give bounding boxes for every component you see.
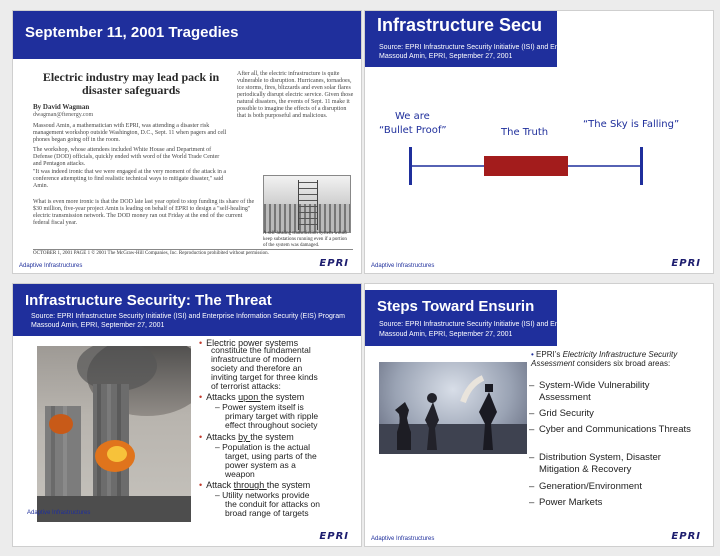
article-dateline: OCTOBER 1, 2001 PAGE 1 © 2001 The McGraw-Hill Companies, Inc. Reproduction prohibited without permission. — [33, 249, 353, 256]
bullet-dot-icon: • — [531, 350, 534, 359]
spectrum-diagram — [365, 11, 713, 273]
photo-caption: A self-healing transmission system would keep substations running even if a portion of the system was damaged. — [263, 231, 347, 248]
slide-title: Infrastructure Secu — [377, 15, 543, 35]
area-item: – Generation/Environment — [529, 481, 642, 492]
left-end-marker — [409, 147, 412, 185]
epri-logo: EPRI — [671, 531, 701, 542]
area-item: – System-Wide Vulnerability Assessment — [529, 380, 650, 403]
article-headline: Electric industry may lead pack in disaster safeguards — [42, 70, 220, 97]
truth-range-bar — [484, 156, 568, 176]
bullet-text: Electric power systems — [206, 338, 299, 348]
footer-text: Adaptive Infrastructures — [371, 536, 435, 542]
sub-bullet: target, using parts of the — [225, 451, 317, 461]
bullet-dot-icon: • — [199, 432, 203, 442]
bullet-dot-icon: • — [199, 392, 203, 402]
bullet-item: • Attack through the system — [199, 480, 311, 490]
slide-title: September 11, 2001 Tragedies — [25, 24, 239, 41]
slide-title: Steps Toward Ensurin — [377, 298, 535, 315]
sub-bullet: – Population is the actual — [215, 442, 310, 452]
bullet-dot-icon: • — [199, 480, 203, 490]
bullet-dot-icon: • — [199, 338, 203, 348]
bullet-item: • Attacks by the system — [199, 432, 294, 442]
slide-title: Infrastructure Security: The Threat — [25, 292, 272, 309]
slide-infrastructure-security[interactable] — [364, 10, 714, 274]
slide-steps-toward[interactable] — [364, 283, 714, 547]
bullet-text: infrastructure of modern — [211, 354, 302, 364]
source-line: Massoud Amin, EPRI, September 27, 2001 — [379, 331, 513, 338]
bullet-text: society and therefore an — [211, 363, 303, 373]
epri-logo: EPRI — [671, 258, 701, 269]
right-end-marker — [640, 147, 643, 185]
slide-september-11[interactable] — [12, 10, 362, 274]
title-band — [365, 290, 565, 346]
bullet-text: inviting target for three kinds — [211, 372, 318, 382]
world-trade-center-photo — [37, 346, 191, 522]
sub-bullet: power system as a — [225, 460, 296, 470]
sub-bullet: effect throughout society — [225, 420, 318, 430]
chess-pieces-photo — [379, 362, 527, 454]
source-line: Source: EPRI Infrastructure Security Initiative (ISI) and Ente — [379, 44, 565, 51]
sub-bullet: primary target with ripple — [225, 411, 319, 421]
area-item: – Grid Security — [529, 408, 594, 419]
sub-bullet: weapon — [225, 469, 255, 479]
article-paragraph: Massoud Amin, a mathematician with EPRI, was attending a disaster risk management workshop outside Washington, D.C., Sept. 11 when pagers and cell phones began going off in the room. — [33, 123, 227, 143]
slide-the-threat[interactable] — [12, 283, 362, 547]
article-byline: By David Wagman — [33, 103, 90, 111]
epri-logo: EPRI — [319, 258, 349, 269]
article-paragraph: The workshop, whose attendees included White House and Department of Defense (DOD) officials, quickly ended with word of the World Trade Center and Pentagon attacks. — [33, 147, 220, 167]
intro-paragraph: • EPRI’s Electricity Infrastructure Security Assessment considers six broad areas: — [531, 350, 678, 368]
bullet-item: • Attacks upon the system — [199, 392, 305, 402]
sub-bullet: – Utility networks provide — [215, 490, 310, 500]
label-sky-is-falling: “The Sky is Falling” — [583, 119, 680, 130]
area-item: – Power Markets — [529, 497, 603, 508]
bullet-text: of terrorist attacks: — [211, 381, 281, 391]
footer-text: Adaptive Infrastructures — [19, 263, 83, 269]
sub-bullet: the conduit for attacks on — [225, 499, 320, 509]
area-item: – Cyber and Communications Threats — [529, 424, 691, 435]
source-line: Source: EPRI Infrastructure Security Initiative (ISI) and Enterprise Information Security (EIS) Program — [31, 313, 345, 320]
epri-logo: EPRI — [319, 531, 349, 542]
source-line: Massoud Amin, EPRI, September 27, 2001 — [379, 53, 513, 60]
source-line: Source: EPRI Infrastructure Security Initiative (ISI) and Ente — [379, 321, 565, 328]
footer-text: Adaptive Infrastructures — [371, 263, 435, 269]
article-paragraph: What is even more ironic is that the DOD late last year opted to stop funding its share of the $30 million, five-year project Amin is leading on behalf of EPRI to design a "self-healing" electric transmission network. The DOD money ran out Friday at the end of the current federal fiscal year. — [33, 199, 255, 226]
newspaper-clipping — [33, 71, 355, 257]
sub-bullet: broad range of targets — [225, 508, 309, 518]
area-item: – Distribution System, Disaster Mitigation & Recovery — [529, 452, 661, 475]
footer-text: Adaptive Infrastructures — [27, 510, 91, 516]
article-email: dwagman@ftenergy.com — [33, 112, 94, 118]
label-the-truth: The Truth — [501, 127, 549, 138]
transmission-tower-icon — [298, 180, 318, 230]
label-bullet-proof: “Bullet Proof” — [379, 125, 447, 136]
source-line: Massoud Amin, EPRI, September 27, 2001 — [31, 322, 165, 329]
label-we-are: We are — [395, 111, 430, 122]
sub-bullet: – Power system itself is — [215, 402, 304, 412]
bullet-text: constitute the fundamental — [211, 345, 311, 355]
article-right-column: After all, the electric infrastructure is quite vulnerable to disruption. Hurricanes, tornadoes, ice storms, fires, blizzards and even solar flares periodically disrupt electric service. Given those natural disasters, the events of Sept. 11 make it possible to imagine the effects of a disruption that is both purposeful and malicious. — [237, 71, 354, 119]
article-paragraph: "It was indeed ironic that we were engaged at the very moment of the attack in a conference attempting to find realistic technical ways to mitigate disaster," said Amin. — [33, 169, 227, 189]
title-band — [13, 284, 361, 336]
title-band — [13, 11, 361, 59]
substation-photo — [263, 175, 351, 233]
